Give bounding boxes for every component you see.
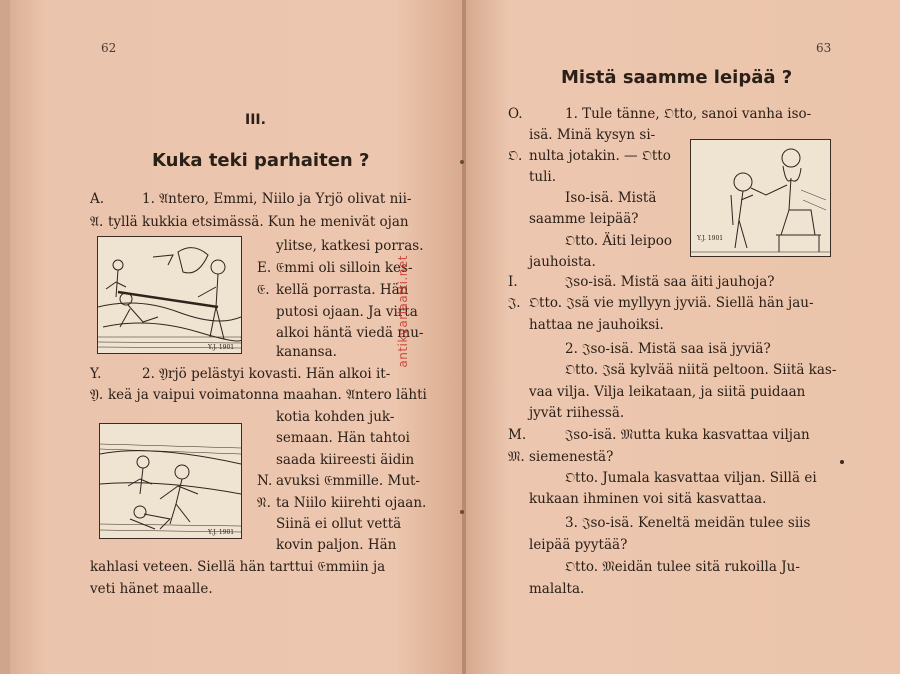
text-line: alkoi häntä viedä mu- (276, 325, 424, 341)
text-line: veti hänet maalle. (90, 581, 213, 597)
text-line: ylitse, katkesi porras. (276, 238, 424, 254)
text-line: 2. 𝔍so-isä. Mistä saa isä jyviä? (565, 341, 771, 357)
margin-label: 𝔍. (508, 295, 521, 311)
text-line: putosi ojaan. Ja virta (276, 304, 418, 320)
margin-label: Y. (90, 366, 102, 382)
text-line: kahlasi veteen. Siellä hän tarttui 𝔈mmiin ja (90, 559, 386, 575)
margin-label: A. (90, 191, 105, 207)
text-line: 𝔍so-isä. 𝔐utta kuka kasvattaa viljan (565, 427, 810, 443)
text-line: Iso-isä. Mistä (565, 190, 657, 206)
text-line: leipää pyytää? (529, 537, 628, 553)
text-line: tuli. (529, 169, 557, 185)
text-line: saada kiireesti äidin (276, 452, 415, 468)
text-line: 𝔒tto. Jumala kasvattaa viljan. Sillä ei (565, 470, 817, 486)
text-line: malalta. (529, 581, 585, 597)
text-line: 1. 𝔄ntero, Emmi, Niilo ja Yrjö olivat nii- (142, 191, 412, 207)
binding-stitch (460, 510, 464, 514)
illustration-signature: Y.J. 1901 (208, 529, 235, 536)
text-line: kanansa. (276, 344, 337, 360)
binding-stitch (460, 160, 464, 164)
watermark: antikvariaatti.net (396, 255, 410, 368)
text-line: nulta jotakin. — 𝔒tto (529, 148, 671, 164)
margin-label: I. (508, 274, 518, 290)
margin-label: 𝔈. (257, 282, 270, 298)
margin-label: N. (257, 473, 273, 489)
margin-label: 𝔒. (508, 148, 523, 164)
margin-label: M. (508, 427, 527, 443)
text-line: keä ja vaipui voimatonna maahan. 𝔄ntero lähti (108, 387, 427, 403)
text-line: 2. 𝔜rjö pelästyi kovasti. Hän alkoi it- (142, 366, 391, 382)
text-line: isä. Minä kysyn si- (529, 127, 656, 143)
text-line: 𝔒tto. 𝔍sä kylvää niitä peltoon. Siitä kas- (565, 362, 837, 378)
text-line: hattaa ne jauhoiksi. (529, 317, 664, 333)
text-line: 3. 𝔍so-isä. Keneltä meidän tulee siis (565, 515, 811, 531)
left-page-title: Kuka teki parhaiten ? (152, 150, 370, 171)
text-line: saamme leipää? (529, 211, 639, 227)
text-line: vaa vilja. Vilja leikataan, ja siitä puidaan (529, 384, 806, 400)
right-page-number: 63 (816, 41, 832, 55)
margin-label: 𝔜. (90, 387, 104, 403)
text-line: ta Niilo kiirehti ojaan. (276, 495, 427, 511)
text-line: 𝔒tto. 𝔐eidän tulee sitä rukoilla Ju- (565, 559, 800, 575)
text-line: jyvät riihessä. (529, 405, 625, 421)
text-line: kukaan ihminen voi sitä kasvattaa. (529, 491, 767, 507)
left-page-number: 62 (101, 41, 117, 55)
text-line: 1. Tule tänne, 𝔒tto, sanoi vanha iso- (565, 106, 812, 122)
text-line: Siinä ei ollut vettä (276, 516, 402, 532)
margin-label: E. (257, 260, 272, 276)
text-line: kovin paljon. Hän (276, 537, 397, 553)
margin-label: O. (508, 106, 523, 122)
margin-label: 𝔄. (90, 214, 104, 230)
text-line: kotia kohden juk- (276, 409, 395, 425)
text-line: avuksi 𝔈mmille. Mut- (276, 473, 420, 489)
text-line: siemenestä? (529, 449, 614, 465)
margin-label: 𝔐. (508, 449, 525, 465)
rescue-illustration (99, 423, 242, 539)
margin-label: 𝔑. (257, 495, 271, 511)
right-page-title: Mistä saamme leipää ? (561, 67, 793, 88)
text-line: 𝔈mmi oli silloin kes- (276, 260, 413, 276)
text-line: kellä porrasta. Hän (276, 282, 409, 298)
text-line: semaan. Hän tahtoi (276, 430, 410, 446)
text-line: 𝔍so-isä. Mistä saa äiti jauhoja? (565, 274, 775, 290)
grandfather-and-boy-illustration (690, 139, 831, 257)
children-at-ditch-illustration (97, 236, 242, 354)
text-line: 𝔒tto. Äiti leipoo (565, 233, 672, 249)
illustration-signature: Y.J. 1901 (208, 344, 235, 351)
text-line: 𝔒tto. 𝔍sä vie myllyyn jyviä. Siellä hän jau- (529, 295, 814, 311)
illustration-signature: Y.J. 1901 (697, 235, 724, 242)
text-line: tyllä kukkia etsimässä. Kun he menivät ojan (108, 214, 409, 230)
section-number: III. (245, 112, 266, 128)
text-line: jauhoista. (529, 254, 596, 270)
ink-speck (840, 460, 844, 464)
